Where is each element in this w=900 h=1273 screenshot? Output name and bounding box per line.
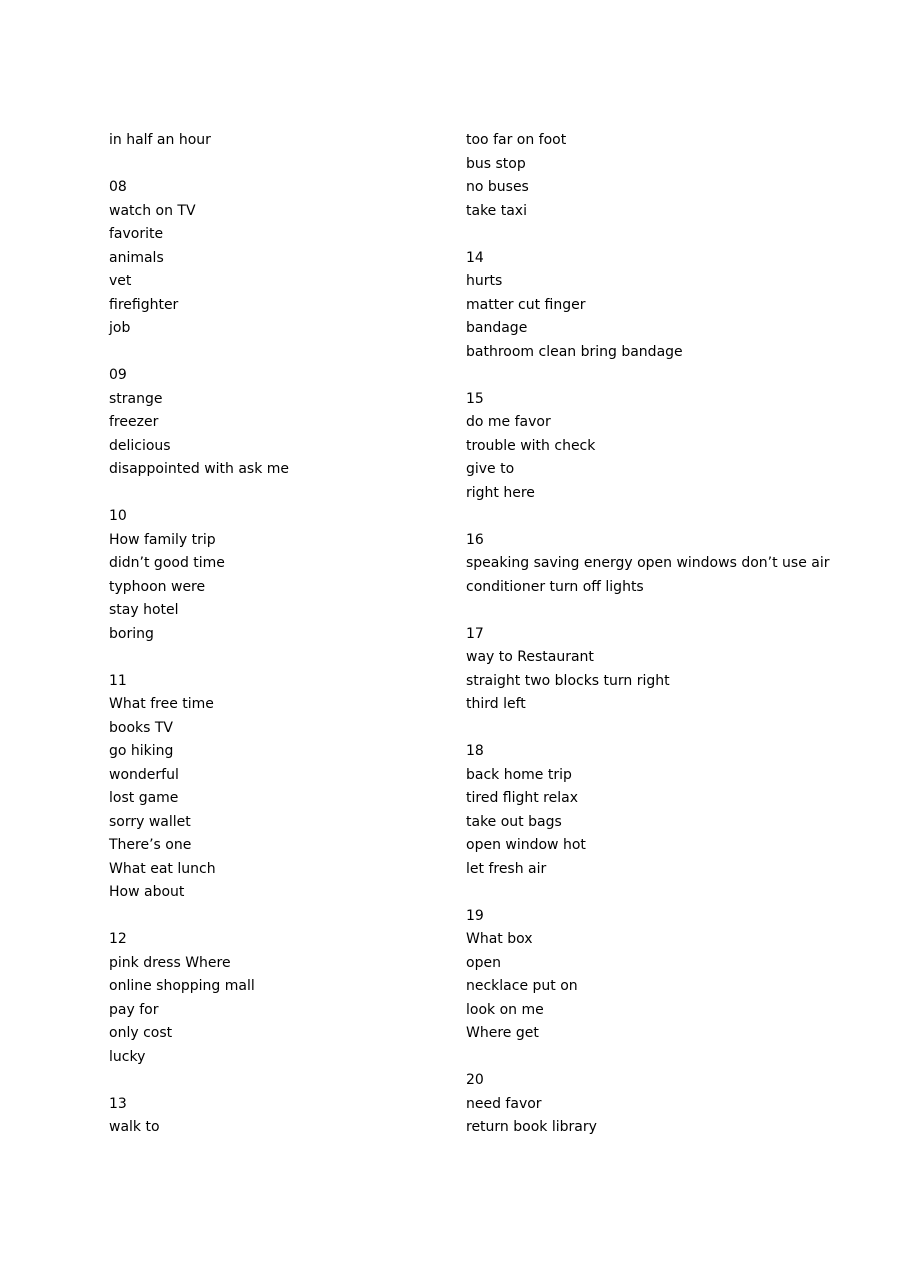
note-line: watch on TV [109, 202, 196, 219]
note-line: back home trip [466, 766, 572, 783]
note-line: hurts [466, 273, 503, 289]
note-line: walk to [109, 1119, 160, 1135]
question-number: 15 [466, 390, 484, 407]
note-line: trouble with check [466, 437, 596, 454]
note-line: What box [466, 931, 533, 947]
note-line: stay hotel [109, 602, 179, 618]
note-line: bus stop [466, 155, 526, 172]
note-line: tired flight relax [466, 790, 578, 806]
note-line: strange [109, 390, 163, 407]
note-line: How family trip [109, 531, 216, 548]
note-line: necklace put on [466, 978, 578, 994]
note-line: no buses [466, 179, 529, 195]
right-column [466, 129, 830, 1140]
note-line: only cost [109, 1025, 173, 1041]
note-line: conditioner turn off lights [466, 578, 644, 595]
note-line: boring [109, 625, 154, 642]
note-line: straight two blocks turn right [466, 672, 670, 689]
section-gap [109, 341, 439, 365]
section-gap [466, 599, 806, 623]
question-number: 11 [109, 672, 127, 689]
question-number: 14 [466, 249, 484, 266]
note-line: pink dress Where [109, 954, 231, 971]
note-line: go hiking [109, 743, 174, 759]
question-number: 09 [109, 367, 127, 383]
note-line: online shopping mall [109, 978, 255, 994]
section-gap [109, 1069, 439, 1093]
note-line: do me favor [466, 414, 551, 430]
section-gap [109, 646, 439, 670]
note-line: favorite [109, 226, 164, 242]
note-line: in half an hour [109, 132, 211, 148]
note-line: take taxi [466, 202, 527, 219]
section-gap [466, 717, 806, 741]
note-line: open window hot [466, 837, 586, 853]
note-line: matter cut finger [466, 296, 586, 313]
note-line: books TV [109, 719, 173, 736]
question-number: 10 [109, 508, 127, 524]
note-line: right here [466, 484, 535, 501]
note-line: look on me [466, 1001, 544, 1018]
left-column [109, 129, 439, 1140]
section-gap [466, 505, 806, 529]
note-line: sorry wallet [109, 813, 191, 830]
section-gap [109, 482, 439, 506]
question-number: 20 [466, 1072, 484, 1088]
note-line: speaking saving energy open windows don’t use air [466, 555, 830, 571]
note-line: let fresh air [466, 860, 547, 877]
note-line: bathroom clean bring bandage [466, 343, 683, 360]
section-gap [466, 881, 806, 905]
note-line: disappointed with ask me [109, 461, 290, 477]
note-line: pay for [109, 1001, 159, 1018]
note-line: way to Restaurant [466, 649, 594, 665]
note-line: give to [466, 461, 515, 477]
question-number: 17 [466, 625, 484, 642]
section-gap [109, 153, 439, 177]
note-line: freezer [109, 414, 159, 430]
section-gap [466, 1046, 806, 1070]
note-line: delicious [109, 437, 171, 454]
note-line: bandage [466, 320, 528, 336]
question-number: 19 [466, 907, 484, 924]
section-gap [466, 364, 806, 388]
note-line: animals [109, 249, 164, 266]
question-number: 12 [109, 931, 127, 947]
note-line: lucky [109, 1048, 146, 1065]
section-gap [109, 905, 439, 929]
note-line: take out bags [466, 813, 562, 830]
question-number: 16 [466, 531, 484, 548]
note-line: return book library [466, 1119, 597, 1135]
question-number: 18 [466, 743, 484, 759]
note-line: What free time [109, 696, 214, 712]
note-line: open [466, 954, 501, 971]
note-line: third left [466, 696, 526, 712]
note-line: lost game [109, 790, 179, 806]
note-line: need favor [466, 1095, 542, 1112]
note-line: firefighter [109, 296, 179, 313]
note-line: vet [109, 273, 132, 289]
note-line: too far on foot [466, 132, 567, 148]
section-gap [466, 223, 806, 247]
note-line: Where get [466, 1025, 539, 1041]
note-line: wonderful [109, 766, 179, 783]
note-line: How about [109, 884, 185, 900]
question-number: 13 [109, 1095, 127, 1112]
note-line: typhoon were [109, 578, 206, 595]
note-line: job [109, 320, 131, 336]
note-line: didn’t good time [109, 555, 225, 571]
question-number: 08 [109, 179, 127, 195]
note-line: What eat lunch [109, 860, 216, 877]
note-line: There’s one [109, 837, 192, 853]
